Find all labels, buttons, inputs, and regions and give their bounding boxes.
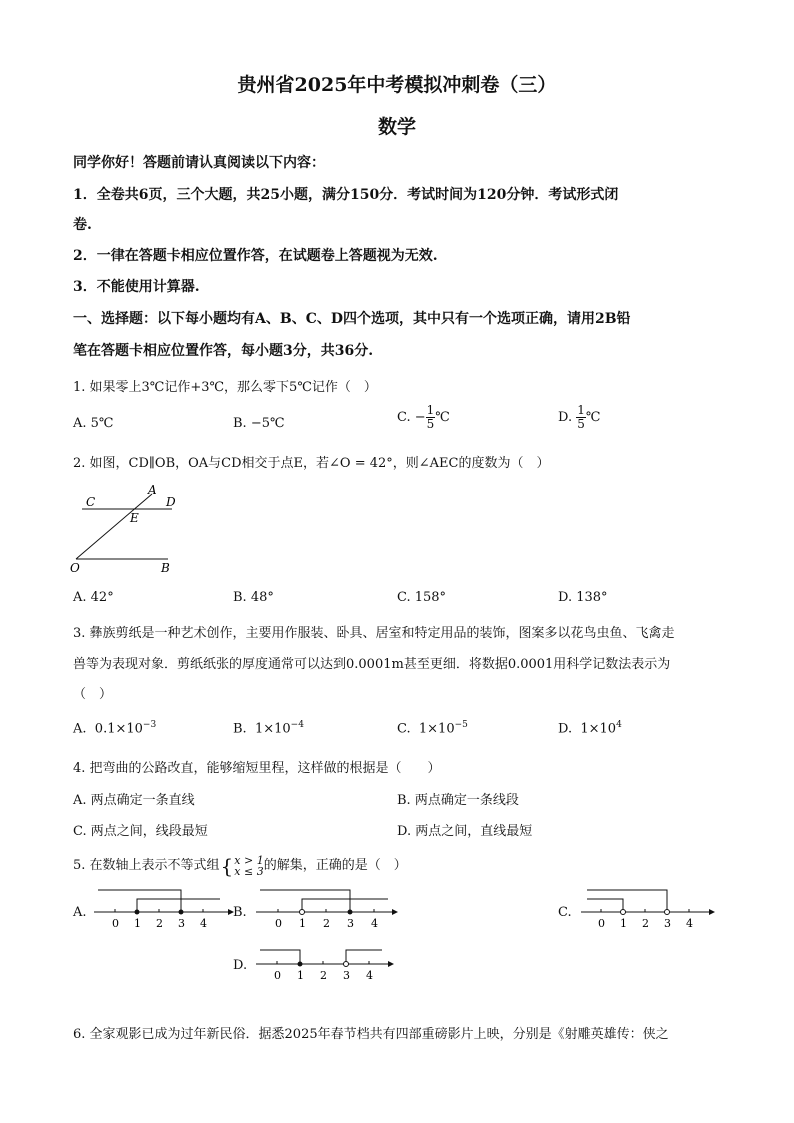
- solid-point-3: [179, 910, 184, 915]
- inequality-1: x > 1: [234, 853, 264, 867]
- question-4-stem: 4. 把弯曲的公路改直，能够缩短里程，这样做的根据是（ ）: [73, 761, 441, 776]
- tick-label-4: 4: [686, 917, 693, 930]
- range-bracket-right: [302, 899, 388, 912]
- tick-label-2: 2: [323, 917, 330, 930]
- q4-option-d: D. 两点之间，直线最短: [397, 824, 533, 839]
- q2-option-c: C. 158°: [397, 590, 447, 605]
- q5-option-d-label: D.: [233, 958, 248, 973]
- range-bracket-left: [98, 890, 181, 912]
- option-base: 1×10: [580, 721, 617, 737]
- q5-number-line-c: [575, 882, 725, 932]
- q4-option-a: A. 两点确定一条直线: [73, 793, 195, 808]
- hollow-point-3: [344, 962, 349, 967]
- tick-label-1: 1: [620, 917, 627, 930]
- label-e: E: [130, 511, 139, 525]
- tick-label-2: 2: [642, 917, 649, 930]
- range-bracket-right: [346, 950, 382, 964]
- range-bracket-lower: [587, 899, 623, 912]
- tick-label-4: 4: [371, 917, 378, 930]
- arrow-icon: [709, 909, 715, 915]
- question-3-stem-line1: 3. 彝族剪纸是一种艺术创作，主要用作服装、卧具、居室和特定用品的装饰，图案多以花鸟虫鱼、飞禽走: [73, 626, 675, 641]
- tick-label-1: 1: [297, 969, 304, 982]
- tick-label-1: 1: [299, 917, 306, 930]
- q3-option-d: [558, 720, 622, 736]
- q1-option-b: B. −5℃: [233, 416, 285, 431]
- q1-option-a: A. 5℃: [73, 416, 114, 431]
- q5-number-line-a: [88, 882, 238, 932]
- section1-heading: 一、选择题：以下每小题均有A、B、C、D四个选项，其中只有一个选项正确，请用2B铅: [73, 311, 631, 327]
- instruction-item-1: 1．全卷共6页，三个大题，共25小题，满分150分．考试时间为120分钟．考试形式闭: [73, 187, 619, 203]
- section1-heading-cont: 笔在答题卡相应位置作答，每小题3分，共36分.: [73, 343, 374, 359]
- tick-label-4: 4: [366, 969, 373, 982]
- hollow-point-1: [621, 910, 626, 915]
- arrow-icon: [388, 961, 394, 967]
- option-label: C.: [397, 721, 411, 737]
- q1-option-c: [397, 404, 450, 431]
- q5-option-a-label: A.: [73, 905, 87, 920]
- subject-title: 数学: [377, 116, 416, 138]
- label-a: A: [148, 483, 157, 497]
- tick-label-2: 2: [320, 969, 327, 982]
- instruction-item-3: 3．不能使用计算器.: [73, 279, 200, 295]
- inequality-2: x ≤ 3: [234, 864, 264, 878]
- range-bracket-left: [260, 950, 300, 964]
- option-exponent: −3: [142, 720, 157, 730]
- q1-option-d-fraction: [576, 404, 586, 431]
- q5-number-line-b: [250, 882, 410, 932]
- instructions-greeting: 同学你好！答题前请认真阅读以下内容：: [73, 155, 325, 171]
- question-2-stem: 2. 如图，CD∥OB，OA与CD相交于点E，若∠O = 42°，则∠AEC的度数为（ ）: [73, 456, 550, 471]
- inequality-system: [234, 855, 263, 877]
- q1-option-d-prefix: D.: [558, 410, 577, 425]
- q1-option-c-unit: ℃: [435, 410, 450, 425]
- solid-point-3: [348, 910, 353, 915]
- q4-option-b: B. 两点确定一条线段: [397, 793, 519, 808]
- hollow-point-3: [665, 910, 670, 915]
- tick-label-0: 0: [598, 917, 605, 930]
- tick-label-0: 0: [112, 917, 119, 930]
- q1-option-d: [558, 404, 600, 431]
- q2-option-a: A. 42°: [73, 590, 114, 605]
- range-bracket-upper: [587, 890, 667, 912]
- option-exponent: 4: [616, 720, 622, 730]
- label-o: O: [70, 561, 80, 575]
- question-3-stem-line2: 兽等为表现对象．剪纸纸张的厚度通常可以达到0.0001m甚至更细．将数据0.0001用科学记数法表示为: [73, 657, 671, 672]
- tick-label-0: 0: [274, 969, 281, 982]
- inequality-brace: {: [220, 853, 234, 878]
- q3-option-a: [73, 720, 156, 736]
- option-base: 1×10: [418, 721, 455, 737]
- exam-title: 贵州省2025年中考模拟冲刺卷（三）: [237, 74, 557, 96]
- fraction-numerator: 1: [426, 403, 435, 417]
- fraction-numerator: 1: [577, 403, 585, 417]
- q5-option-b-label: B.: [233, 905, 247, 920]
- q3-option-b: [233, 720, 304, 736]
- question-1-stem: 1. 如果零上3℃记作+3℃，那么零下5℃记作（ ）: [73, 380, 377, 395]
- tick-label-3: 3: [664, 917, 671, 930]
- fraction-denominator: 5: [577, 417, 585, 431]
- question-5-stem: [73, 854, 407, 877]
- q1-option-d-unit: ℃: [585, 410, 601, 425]
- range-bracket-left: [260, 890, 350, 912]
- tick-label-3: 3: [343, 969, 350, 982]
- q1-option-c-fraction: [426, 404, 436, 431]
- q2-option-b: B. 48°: [233, 590, 274, 605]
- q2-geometry-figure: [68, 480, 188, 576]
- q2-option-d: D. 138°: [558, 590, 608, 605]
- option-label: B.: [233, 721, 247, 737]
- q5-stem-suffix: 的解集，正确的是（ ）: [263, 858, 407, 873]
- hollow-point-1: [300, 910, 305, 915]
- instruction-item-1-cont: 卷.: [73, 217, 92, 233]
- q4-option-c: C. 两点之间，线段最短: [73, 824, 208, 839]
- arrow-icon: [392, 909, 398, 915]
- label-c: C: [86, 495, 96, 509]
- option-exponent: −4: [290, 720, 304, 730]
- solid-point-1: [135, 910, 140, 915]
- q3-option-c: [397, 720, 468, 736]
- option-label: D.: [558, 721, 573, 737]
- option-exponent: −5: [454, 720, 468, 730]
- q1-option-c-prefix: C. −: [397, 410, 426, 425]
- solid-point-1: [298, 962, 303, 967]
- q5-option-c-label: C.: [558, 905, 572, 920]
- label-d: D: [166, 495, 176, 509]
- option-base: 0.1×10: [94, 721, 143, 737]
- tick-label-1: 1: [134, 917, 141, 930]
- range-bracket-right: [137, 899, 220, 912]
- fraction-denominator: 5: [426, 417, 435, 431]
- tick-label-0: 0: [275, 917, 282, 930]
- tick-label-2: 2: [156, 917, 163, 930]
- q5-number-line-d: [250, 936, 410, 986]
- label-b: B: [161, 561, 170, 575]
- tick-label-3: 3: [347, 917, 354, 930]
- question-6-stem: 6. 全家观影已成为过年新民俗．据悉2025年春节档共有四部重磅影片上映，分别是《射雕英雄传：侠之: [73, 1027, 669, 1042]
- question-3-stem-line3: （ ）: [73, 687, 113, 702]
- option-base: 1×10: [254, 721, 291, 737]
- option-label: A.: [73, 721, 87, 737]
- instruction-item-2: 2．一律在答题卡相应位置作答，在试题卷上答题视为无效.: [73, 248, 438, 264]
- q5-stem-prefix: 5. 在数轴上表示不等式组: [73, 858, 220, 873]
- tick-label-3: 3: [178, 917, 185, 930]
- tick-label-4: 4: [200, 917, 207, 930]
